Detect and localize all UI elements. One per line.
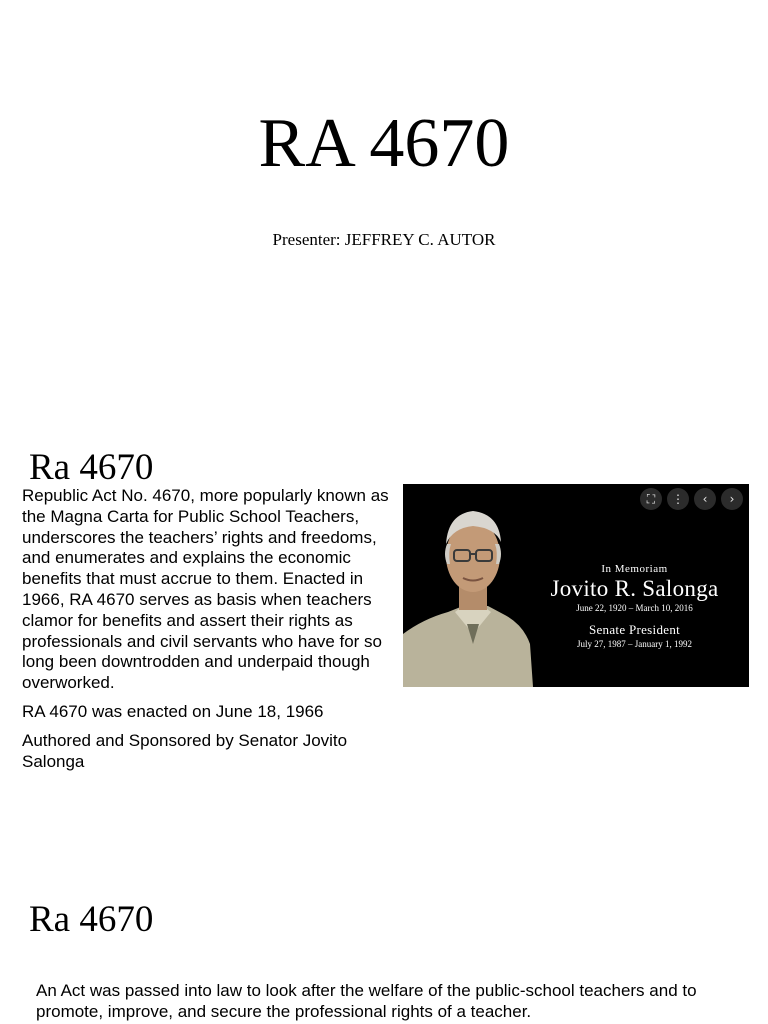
- enactment-date-paragraph: RA 4670 was enacted on June 18, 1966: [22, 701, 324, 721]
- in-memoriam-image: [403, 484, 749, 687]
- chevron-left-icon[interactable]: ‹: [694, 488, 716, 510]
- life-dates: June 22, 1920 – March 10, 2016: [576, 603, 693, 613]
- section-heading: Ra 4670: [29, 899, 154, 940]
- author-paragraph: Authored and Sponsored by Senator Jovito Salonga: [22, 730, 348, 771]
- in-memoriam-label: In Memoriam: [601, 563, 668, 575]
- chevron-right-icon[interactable]: ›: [721, 488, 743, 510]
- memoriam-caption: [522, 562, 747, 650]
- section-heading: Ra 4670: [29, 447, 154, 488]
- more-vertical-icon[interactable]: ⋮: [667, 488, 689, 510]
- section-body: [22, 486, 397, 780]
- image-controls: [640, 488, 743, 510]
- term-dates: July 27, 1987 – January 1, 1992: [577, 639, 692, 649]
- focus-icon[interactable]: ⛶: [640, 488, 662, 510]
- honoree-name: Jovito R. Salonga: [550, 576, 719, 601]
- description-paragraph: Republic Act No. 4670, more popularly known as the Magna Carta for Public School Teachers, underscores the teachers’ rights and freedoms, and enumerates and explains the economic benefits that must accrue to them. Enacted in 1966, RA 4670 serves as basis when teachers clamor for benefits and assert their rights as professionals and civil servants who have for so long been downtrodden and underpaid though overworked.: [22, 486, 389, 693]
- presenter-line: Presenter: JEFFREY C. AUTOR: [272, 230, 496, 249]
- section-body: An Act was passed into law to look after the welfare of the public-school teachers and to promote, improve, and secure the professional rights of a teacher.: [36, 981, 697, 1021]
- honoree-title: Senate President: [588, 622, 681, 637]
- slide-title: RA 4670: [258, 105, 510, 182]
- portrait-photo: [403, 484, 533, 687]
